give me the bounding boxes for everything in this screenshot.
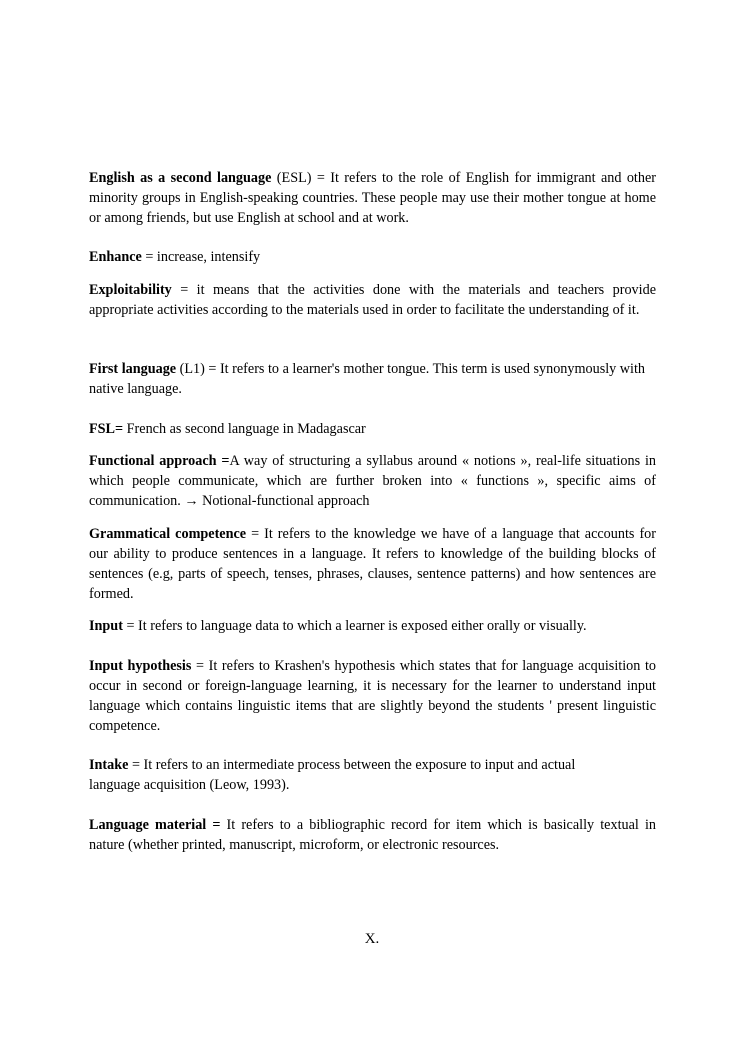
glossary-term: Input hypothesis [89, 658, 192, 674]
glossary-definition: = increase, intensify [141, 249, 261, 265]
glossary-definition: = It refers to language data to which a learner is exposed either orally or visually. [122, 618, 587, 634]
glossary-definition: (L1) = It refers to a learner's mother tongue. This term is used synonymously with native language. [89, 361, 646, 397]
glossary-definition: (ESL) = It refers to the role of English for immigrant and other minority groups in English-speaking countries. These people may use their mother tongue at home or among friends, but use English at school and at work. [89, 170, 656, 226]
glossary-term: Functional approach = [89, 453, 230, 469]
glossary-term: Language material = [89, 817, 221, 833]
glossary-entry-intake [89, 755, 609, 795]
glossary-entry-first-language [89, 359, 654, 399]
glossary-definition: = It refers to the knowledge we have of a language that accounts for our ability to produce sentences in a language. It refers to knowledge of the building blocks of sentences (e.g, parts of speech, tenses, phrases, clauses, sentence patterns) and how sentences are formed. [89, 526, 656, 602]
glossary-term: English as a second language [89, 170, 272, 186]
glossary-entry-functional-approach [89, 451, 656, 511]
glossary-entry-language-material [89, 815, 656, 855]
glossary-entry-grammatical-competence [89, 524, 656, 604]
glossary-entry-enhance [89, 247, 656, 267]
glossary-term: Intake [89, 757, 129, 773]
glossary-term: First language [89, 361, 177, 377]
glossary-definition: = It refers to an intermediate process between the exposure to input and actual language acquisition (Leow, 1993). [89, 757, 576, 793]
glossary-term: Enhance [89, 249, 142, 265]
glossary-entry-input [89, 616, 656, 636]
glossary-term: FSL= [89, 421, 124, 437]
glossary-definition: = It refers to Krashen's hypothesis which states that for language acquisition to occur in second or foreign-language learning, it is necessary for the learner to understand input language which contains linguistic items that are slightly beyond the students ' present linguistic competence. [89, 658, 656, 734]
glossary-entry-exploitability [89, 280, 656, 320]
glossary-entry-fsl [89, 419, 656, 439]
glossary-term: Grammatical competence [89, 526, 247, 542]
glossary-entry-esl [89, 168, 656, 228]
page-number: X. [364, 931, 380, 947]
glossary-term: Exploitability [89, 282, 172, 298]
glossary-definition: It refers to a bibliographic record for item which is basically textual in nature (whether printed, manuscript, microform, or electronic resources. [89, 817, 656, 853]
glossary-definition: French as second language in Madagascar [123, 421, 366, 437]
glossary-entry-input-hypothesis [89, 656, 656, 736]
glossary-term: Input [89, 618, 123, 634]
glossary-definition: A way of structuring a syllabus around « notions », real-life situations in which people communicate, which are further broken into « functions », specific aims of communication. → Notional-functional approach [89, 453, 656, 509]
glossary-definition: = it means that the activities done with the materials and teachers provide appropriate activities according to the materials used in order to facilitate the understanding of it. [89, 282, 656, 318]
